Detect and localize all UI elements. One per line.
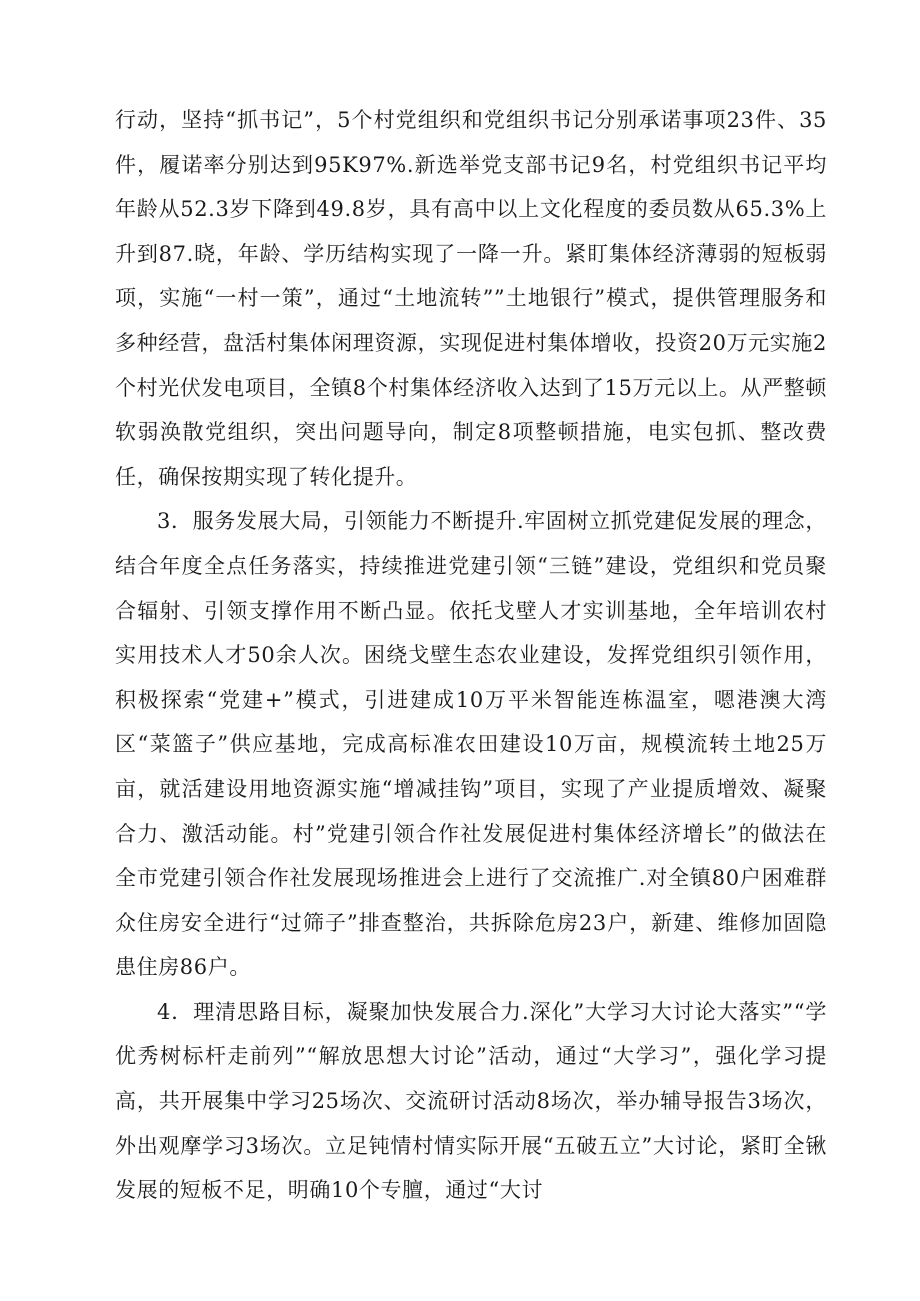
paragraph-section-4: 4．理清思路目标，凝聚加快发展合力.深化”大学习大讨论大落实”“学优秀树标杆走前列”“解放思想大讨论”活动，通过“大学习”，强化学习提高，共开展集中学习25场次、交流研讨活动8场次，举办辅导报告3场次，外出观摩学习3场次。立足钝情村情实际开展“五破五立”大讨论，紧盯全锹发展的短板不足，明确10个专膻，通过“大讨 [115, 999, 827, 1203]
paragraph-continuation: 行动，坚持“抓书记”，5个村党组织和党组织书记分别承诺事项23件、35件，履诺率分别达到95K97%.新选举党支部书记9名，村党组织书记平均年龄从52.3岁下降到49.8岁，具有高中以上文化程度的委员数从65.3%上升到87.晓，年龄、学历结构实现了一降一升。紧盯集体经济薄弱的短板弱项，实施“一村一策”，通过“土地流转””土地银行”模式，提供管理服务和多种经营，盘活村集体闲理资源，实现促进村集体增收，投资20万元实施2个村光伏发电项目，全镇8个村集体经济收入达到了15万元以上。从严整顿软弱涣散党组织，突出问题导向，制定8项整顿措施，电实包抓、整改费任，确保按期实现了转化提升。 [115, 108, 827, 489]
paragraph-section-3: 3．服务发展大局，引领能力不断提升.牢固树立抓党建促发展的理念，结合年度全点任务落实，持续推进党建引领“三链”建设，党组织和党员聚合辐射、引领支撑作用不断凸显。依托戈壁人才实训基地，全年培训农村实用技术人才50余人次。困绕戈壁生态农业建设，发挥党组织引领作用，积极探索“党建+”模式，引进建成10万平米智能连栋温室，嗯港澳大湾区“菜篮子”供应基地，完成高标准农田建设10万亩，规模流转土地25万亩，就活建设用地资源实施“增减挂钩”项目，实现了产业提质增效、凝聚合力、激活动能。村”党建引领合作社发展促进村集体经济增长”的做法在全市党建引领合作社发展现场推进会上进行了交流推广.对全镇80户困难群众住房安全进行“过筛子”排查整治，共拆除危房23户，新建、维修加固隐患住房86户。 [115, 509, 827, 980]
document-body [115, 98, 827, 1213]
